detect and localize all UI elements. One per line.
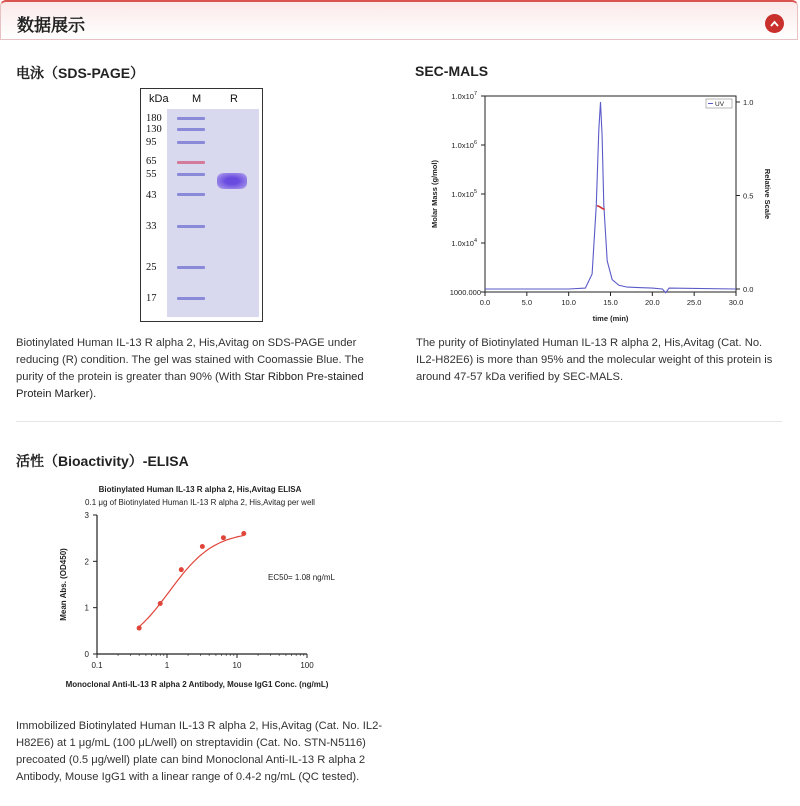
- marker-label: 33: [146, 221, 157, 232]
- y-tick-label: 0: [84, 650, 89, 659]
- marker-band: [177, 128, 205, 131]
- chart-subtitle: 0.1 μg of Biotinylated Human IL-13 R alpha 2, His,Avitag per well: [85, 498, 315, 507]
- y-tick-label: $1.0x10^5$: [451, 189, 477, 199]
- gel-header-kda: kDa: [149, 93, 169, 105]
- x-tick-label: 0.0: [479, 298, 491, 307]
- marker-band: [177, 117, 205, 120]
- data-point: [137, 626, 142, 631]
- sample-band: [217, 173, 247, 189]
- sds-page-title: 电泳（SDS-PAGE）: [16, 65, 145, 81]
- x-tick-label: 25.0: [686, 298, 702, 307]
- x-tick-label: 10.0: [561, 298, 576, 307]
- y-tick-label: $1.0x10^6$: [451, 140, 477, 150]
- marker-product-link[interactable]: Star Ribbon Pre-stained Protein Marker: [16, 371, 364, 400]
- sds-desc-text-end: ).: [89, 388, 97, 400]
- sec-mals-chart: [415, 86, 785, 326]
- marker-label: 25: [146, 262, 157, 273]
- marker-band: [177, 193, 205, 196]
- sds-desc-text: Biotinylated Human IL-13 R alpha 2, His,Avitag on SDS-PAGE under reducing (R) condition. The gel was stained with Coomassie Blue. The purity of the protein is greater than 90% (With: [16, 337, 364, 383]
- marker-band: [177, 297, 205, 300]
- marker-label: 55: [146, 169, 157, 180]
- x-axis-label: Monoclonal Anti-IL-13 R alpha 2 Antibody, Mouse IgG1 Conc. (ng/mL): [65, 680, 329, 689]
- x-tick-label: 1: [164, 661, 170, 670]
- y-tick-label: 1: [84, 603, 89, 613]
- marker-label: 95: [146, 137, 157, 148]
- x-tick-label: 100: [300, 661, 314, 670]
- ec50-annotation: EC50= 1.08 ng/mL: [268, 573, 335, 582]
- y-tick-label: $1.0x10^4$: [451, 238, 477, 248]
- chart-title: Biotinylated Human IL-13 R alpha 2, His,Avitag ELISA: [98, 485, 302, 494]
- x-tick-label: 5.0: [521, 298, 533, 307]
- marker-label: 65: [146, 156, 157, 167]
- marker-band: [177, 225, 205, 228]
- chevron-up-icon[interactable]: [765, 14, 784, 33]
- data-point: [179, 567, 184, 572]
- marker-band: [177, 173, 205, 176]
- x-axis-label: time (min): [592, 314, 629, 323]
- sec-mals-description: The purity of Biotinylated Human IL-13 R alpha 2, His,Avitag (Cat. No. IL2-H82E6) is more than 95% and the molecular weight of this protein is around 47-57 kDa verified by SEC-MALS.: [416, 337, 773, 383]
- y-tick-label: 2: [84, 557, 89, 567]
- y-tick-label: 1000.000: [449, 288, 481, 297]
- uv-trace-line: [485, 102, 736, 293]
- y-axis-label: Mean Abs. (OD450): [59, 548, 68, 621]
- data-point: [158, 601, 163, 606]
- x-tick-label: 15.0: [603, 298, 618, 307]
- marker-label: 17: [146, 293, 157, 304]
- x-tick-label: 10: [232, 661, 242, 670]
- sds-description: [16, 335, 388, 403]
- x-tick-label: 30.0: [728, 298, 744, 307]
- fit-curve: [139, 536, 244, 627]
- elisa-description: Immobilized Biotinylated Human IL-13 R alpha 2, His,Avitag (Cat. No. IL2-H82E6) at 1 μg/mL (100 μL/well) on streptavidin (Cat. No. STN-N5116) precoated (0.5 μg/well) plate can bind Monoclonal Anti-IL-13 R alpha 2 Antibody, Mouse IgG1 with a linear range of 0.4-2 ng/mL (QC tested).: [16, 720, 383, 783]
- data-point: [241, 531, 246, 536]
- y2-tick-label: 0.0: [743, 285, 754, 294]
- marker-label: 43: [146, 190, 157, 201]
- gel-header-marker: M: [192, 93, 202, 105]
- elisa-chart: [50, 474, 370, 694]
- sec-mals-title: SEC-MALS: [415, 63, 489, 79]
- data-point: [200, 544, 205, 549]
- data-point: [221, 535, 226, 540]
- section-divider: [16, 421, 782, 422]
- section-title: 数据展示: [17, 16, 85, 35]
- marker-label: 130: [146, 124, 162, 135]
- legend-label: UV: [715, 101, 725, 108]
- marker-label: 180: [146, 113, 162, 124]
- gel-header-reducing: R: [230, 93, 238, 105]
- y2-tick-label: 1.0: [743, 98, 754, 107]
- y-tick-label: 3: [84, 511, 89, 520]
- sds-gel-image: [140, 88, 263, 322]
- elisa-title: 活性（Bioactivity）-ELISA: [16, 453, 189, 469]
- y-tick-label: $1.0x10^7$: [451, 91, 477, 101]
- marker-band: [177, 141, 205, 144]
- y2-tick-label: 0.5: [743, 191, 754, 201]
- marker-band: [177, 266, 205, 269]
- section-header: [0, 0, 798, 40]
- x-tick-label: 20.0: [645, 298, 660, 307]
- plot-frame: [485, 96, 736, 292]
- x-tick-label: 0.1: [91, 661, 103, 670]
- y-axis-label: Molar Mass (g/mol): [430, 160, 439, 228]
- marker-band: [177, 161, 205, 164]
- y2-axis-label: Relative Scale: [763, 168, 772, 220]
